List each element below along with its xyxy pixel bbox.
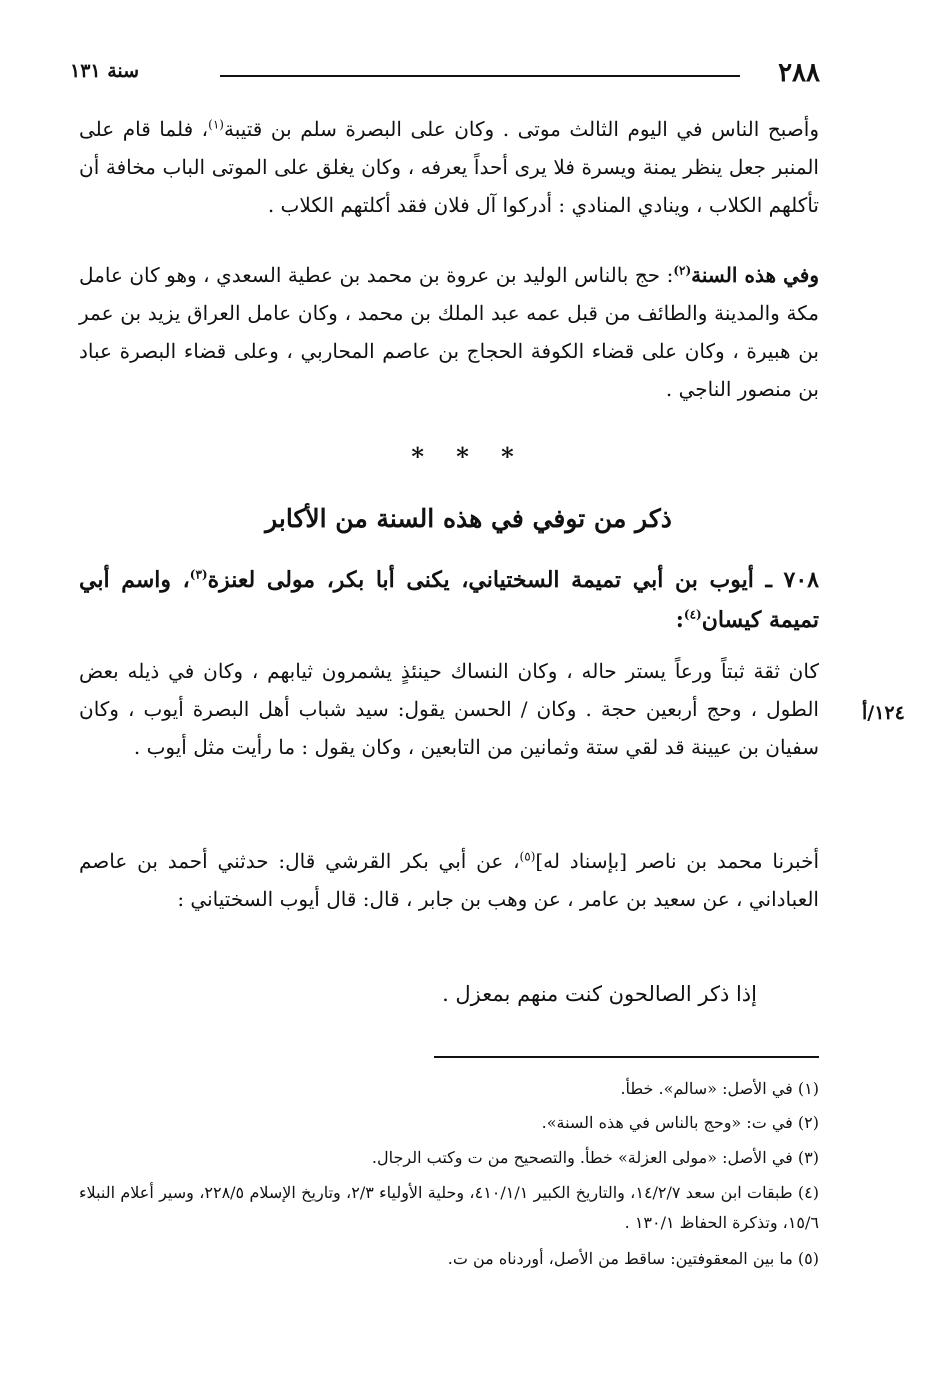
manuscript-folio-mark: ١٢٤/أ xyxy=(862,702,905,724)
footnote-5: (٥) ما بين المعقوفتين: ساقط من الأصل، أوردناه من ت. xyxy=(447,1249,819,1268)
footnote-ref-3: (٣) xyxy=(189,567,208,582)
paragraph-3: كان ثقة ثبتاً ورعاً يستر حاله ، وكان النساك حينئذٍ يشمرون ثيابهم ، وكان في ذيله بعض الطول ، وحج أربعين حجة . وكان / الحسن يقول: سيد شباب أهل البصرة أيوب ، وكان سفيان بن عيينة قد لقي ستة وثمانين من التابعين ، وكان يقول : ما رأيت مثل أيوب . xyxy=(79,659,819,759)
footnote-ref-1: (١) xyxy=(208,117,224,132)
paragraph-1-text: وأصبح الناس في اليوم الثالث موتى . وكان على البصرة سلم بن قتيبة xyxy=(223,117,819,141)
section-separator: * * * xyxy=(411,442,526,471)
footnote-3: (٣) في الأصل: «مولى العزلة» خطأ. والتصحيح من ت وكتب الرجال. xyxy=(371,1148,819,1167)
footnote-rule xyxy=(434,1056,819,1058)
paragraph-4-text: أخبرنا محمد بن ناصر [بإسناد له] xyxy=(535,849,819,873)
running-head-year: سنة ١٣١ xyxy=(70,60,140,82)
paragraph-1 xyxy=(79,110,819,224)
biography-entry-heading xyxy=(79,560,819,640)
footnote-4: (٤) طبقات ابن سعد ١٤/٢/٧، والتاريخ الكبير ٤١٠/١/١، وحلية الأولياء ٢/٣، وتاريخ الإسلام ٢٢٨/٥، وسير أعلام النبلاء ١٥/٦، وتذكرة الحفاظ ١٣٠/١ . xyxy=(79,1183,820,1232)
paragraph-2 xyxy=(79,256,819,408)
quoted-verse: إذا ذكر الصالحون كنت منهم بمعزل . xyxy=(442,982,757,1006)
paragraph-4 xyxy=(79,842,819,918)
section-title: ذكر من توفي في هذه السنة من الأكابر xyxy=(265,504,672,533)
footnote-ref-2: (٢) xyxy=(673,263,692,278)
paragraph-2-rest: : حج بالناس الوليد بن عروة بن محمد بن عطية السعدي ، وهو كان عامل مكة والمدينة والطائف من قبل عمه عبد الملك بن محمد ، وكان عامل العراق يزيد بن عمر بن هبيرة ، وكان على قضاء الكوفة الحجاج بن عاصم المحاربي ، وعلى قضاء البصرة عباد بن منصور الناجي . xyxy=(79,263,819,401)
page-header xyxy=(70,58,820,88)
paragraph-2-lead: وفي هذه السنة xyxy=(691,263,819,287)
footnote-ref-4: (٤) xyxy=(683,607,702,622)
paragraph-1-rest: ، فلما قام على المنبر جعل ينظر يمنة ويسرة فلا يرى أحداً يعرفه ، وكان يغلق على الموتى الباب مخافة أن تأكلهم الكلاب ، وينادي المنادي : أدركوا آل فلان فقد أكلتهم الكلاب . xyxy=(79,117,819,217)
footnote-2: (٢) في ت: «وحج بالناس في هذه السنة». xyxy=(541,1113,819,1132)
entry-text: ٧٠٨ ـ أيوب بن أبي تميمة السختياني، يكنى أبا بكر، مولى لعنزة xyxy=(207,567,819,593)
footnote-1: (١) في الأصل: «سالم». خطأ. xyxy=(620,1079,819,1098)
entry-text-3: : xyxy=(675,607,684,633)
paragraph-4-rest: ، عن أبي بكر القرشي قال: حدثني أحمد بن عاصم العباداني ، عن سعيد بن عامر ، عن وهب بن جابر ، قال: قال أيوب السختياني : xyxy=(79,849,819,911)
entry-text-2: ، واسم أبي تميمة كيسان xyxy=(79,567,819,633)
page-number: ٢٨٨ xyxy=(778,58,820,88)
header-rule xyxy=(220,75,740,77)
footnote-ref-5: (٥) xyxy=(519,849,536,864)
